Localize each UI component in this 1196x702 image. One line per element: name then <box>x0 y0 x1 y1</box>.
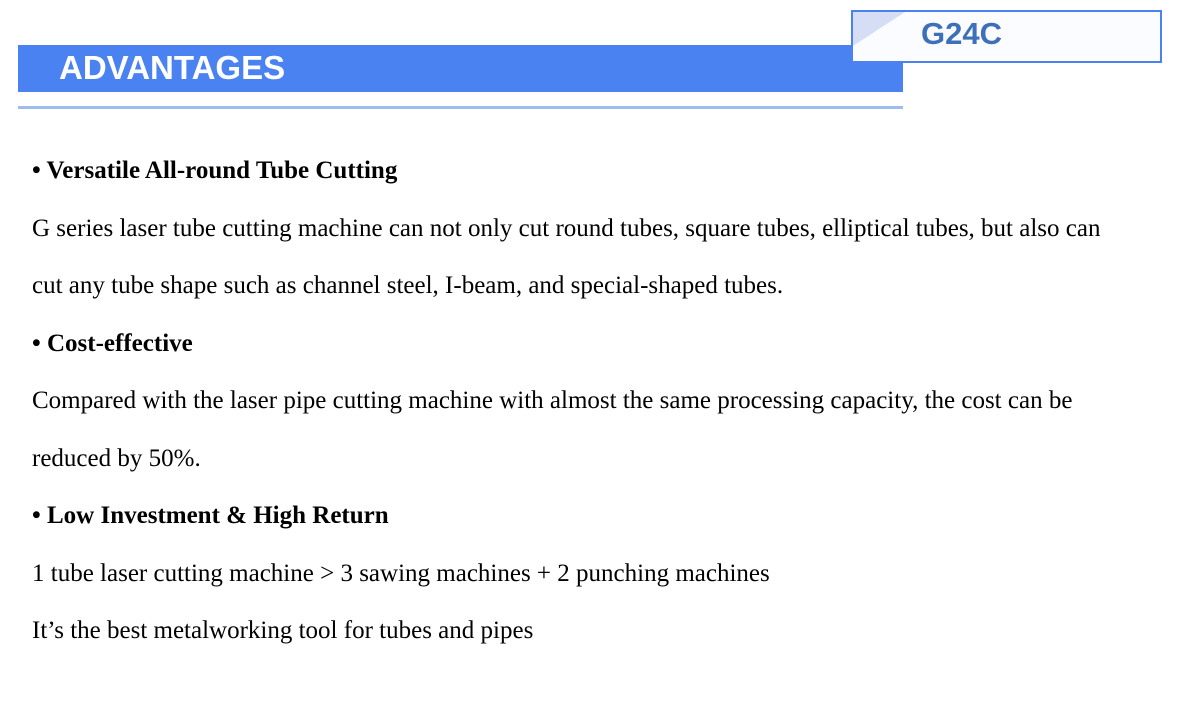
advantage-heading: • Low Investment & High Return <box>32 502 389 529</box>
advantages-content <box>32 142 1172 660</box>
model-label-box <box>851 10 1162 63</box>
advantage-text-line: 1 tube laser cutting machine > 3 sawing machines + 2 punching machines <box>32 559 770 587</box>
section-title: ADVANTAGES <box>59 49 286 86</box>
advantage-section <box>32 487 1172 660</box>
advantage-heading: • Cost-effective <box>32 329 193 357</box>
model-name: G24C <box>921 16 1002 51</box>
header-underline-divider <box>18 106 903 109</box>
advantage-section <box>32 315 1172 488</box>
advantage-text-line: It’s the best metalworking tool for tubes and pipes <box>32 617 534 644</box>
advantage-text-line: G series laser tube cutting machine can not only cut round tubes, square tubes, elliptical tubes, but also can <box>32 214 1101 242</box>
section-header-bar <box>18 45 903 92</box>
corner-triangle-decoration <box>853 12 905 46</box>
advantage-text-line: cut any tube shape such as channel steel, I-beam, and special-shaped tubes. <box>32 272 784 299</box>
advantage-text-line: Compared with the laser pipe cutting machine with almost the same processing capacity, the cost can be <box>32 387 1073 414</box>
advantage-text-line: reduced by 50%. <box>32 444 201 472</box>
advantage-section <box>32 142 1172 315</box>
advantage-heading: • Versatile All-round Tube Cutting <box>32 157 398 184</box>
